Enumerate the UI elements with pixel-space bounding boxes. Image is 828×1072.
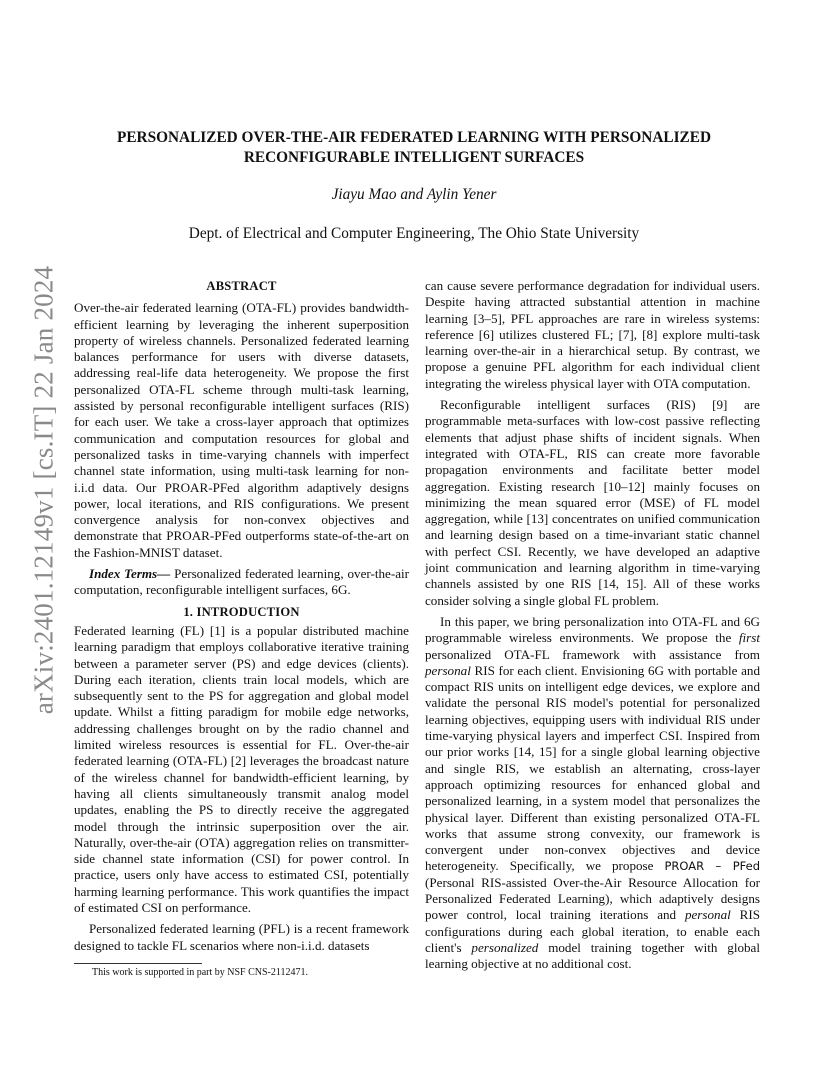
footnote-rule xyxy=(74,963,202,964)
section-heading-introduction: 1. INTRODUCTION xyxy=(183,604,300,619)
right-paragraph-3 xyxy=(425,614,760,973)
right-column xyxy=(425,278,760,977)
left-column xyxy=(74,278,409,959)
p3-part-f: model training together with global learning objective at no additional cost. xyxy=(425,939,760,972)
arxiv-stamp xyxy=(22,265,66,715)
p3-personal-2: personal xyxy=(684,907,731,923)
arxiv-stamp-text: arXiv:2401.12149v1 [cs.IT] 22 Jan 2024 xyxy=(28,265,59,715)
abstract-heading: ABSTRACT xyxy=(206,279,277,293)
p3-part-d: (Personal RIS-assisted Over-the-Air Resource Allocation for Personalized Federated Learning), which adaptively designs power control, local training iterations and xyxy=(425,874,760,923)
index-terms-label: Index Terms— xyxy=(89,566,171,582)
right-paragraph-1: can cause severe performance degradation for individual users. Despite having attracted substantial attention in machine learning [3–5], PFL approaches are rare in wireless systems: reference [6] utilizes clustered FL; [7], [8] explore multi-task learning over-the-air in a hierarchical setup. By contrast, we propose a genuine PFL algorithm for each individual client integrating the wireless physical layer with OTA computation. xyxy=(425,278,760,391)
p3-first: first xyxy=(738,630,760,646)
p3-part-c: RIS for each client. Envisioning 6G with portable and compact RIS units on intelligent edge devices, we explore and validate the personal RIS model's potential for personalized learning objectives, equipping users with individual RIS under time-varying physical layers and imperfect CSI. Inspired from our prior works [14, 15] for a single global learning objective and single RIS, we establish an alternating, cross-layer approach optimizing resources for enhanced global and personalized learning, in a system model that personalizes the physical layer. Different than existing personalized OTA-FL works that assume strong convexity, our framework is convergent under non-convex objectives and device heterogeneity. Specifically, we propose xyxy=(425,662,760,874)
intro-paragraph-1: Federated learning (FL) [1] is a popular distributed machine learning paradigm that employs collaborative iterative training between a parameter server (PS) and edge devices (clients). During each iteration, clients train local models, which are subsequently sent to the PS for aggregation and global model update. Whilst a fitting paradigm for mobile edge networks, addressing challenges brought on by the radio channel and limited wireless resources is essential for FL. Over-the-air federated learning (OTA-FL) [2] leverages the broadcast nature of the wireless channel for bandwidth-efficient learning, by having all clients simultaneously transmit analog model updates, enabling the PS to directly receive the aggregated model through the intrinsic superposition over the air. Naturally, over-the-air (OTA) aggregation relies on transmitter-side channel state information (CSI) for power control. In practice, users only have access to estimated CSI, potentially harming learning performance. This work quantifies the impact of estimated CSI on performance. xyxy=(74,622,409,915)
index-terms xyxy=(74,566,409,599)
affiliation: Dept. of Electrical and Computer Engineering, The Ohio State University xyxy=(188,225,640,242)
abstract-text: Over-the-air federated learning (OTA-FL) provides bandwidth-efficient learning by leveraging the inherent superposition property of wireless channels. Personalized federated learning balances performance for users with diverse datasets, addressing real-life data heterogeneity. We propose the first personalized OTA-FL scheme through multi-task learning, assisted by personal reconfigurable intelligent surfaces (RIS) for each user. We take a cross-layer approach that optimizes communication and computation resources for global and personalized tasks in time-varying channels with imperfect channel state information, using multi-task learning for non-i.i.d data. Our PROAR-PFed algorithm adaptively designs power, local iterations, and RIS configurations. We present convergence analysis for non-convex objectives and demonstrate that PROAR-PFed outperforms state-of-the-art on the Fashion-MNIST dataset. xyxy=(74,300,409,560)
title-line-1: PERSONALIZED OVER-THE-AIR FEDERATED LEARNING WITH PERSONALIZED xyxy=(117,129,711,146)
p3-algorithm-name: PROAR – PFed xyxy=(664,859,760,874)
p3-personalized: personalized xyxy=(471,939,539,955)
p3-part-a: In this paper, we bring personalization into OTA-FL and 6G programmable wireless environments. We propose the xyxy=(425,613,760,646)
p3-part-b: personalized OTA-FL framework with assistance from xyxy=(425,646,760,662)
p3-personal: personal xyxy=(425,662,471,678)
intro-paragraph-2: Personalized federated learning (PFL) is a recent framework designed to tackle FL scenarios where non-i.i.d. datasets xyxy=(74,921,409,953)
title-line-2: RECONFIGURABLE INTELLIGENT SURFACES xyxy=(243,149,585,166)
footnote: This work is supported in part by NSF CNS-2112471. xyxy=(92,967,309,978)
authors: Jiayu Mao and Aylin Yener xyxy=(331,186,497,203)
paper-title xyxy=(74,128,754,168)
right-paragraph-2: Reconfigurable intelligent surfaces (RIS) [9] are programmable meta-surfaces with low-cost passive reflecting elements that adjust phase shifts of incident signals. When integrated with OTA-FL, RIS can create more favorable propagation environments and facilitate better model aggregation. Existing research [10–12] mainly focuses on minimizing the mean squared error (MSE) of FL model aggregation, while [13] concentrates on unified communication and learning design based on a time-invariant static channel with perfect CSI. Recently, we have developed an adaptive joint communication and learning algorithm in time-varying channels assisted by one RIS [14, 15]. All of these works consider solving a single global FL problem. xyxy=(425,397,760,608)
p3-part-e: RIS configurations during each global iteration, to enable each client's xyxy=(425,907,760,955)
index-terms-text: Personalized federated learning, over-the-air computation, reconfigurable intelligent surfaces, 6G. xyxy=(74,566,410,598)
